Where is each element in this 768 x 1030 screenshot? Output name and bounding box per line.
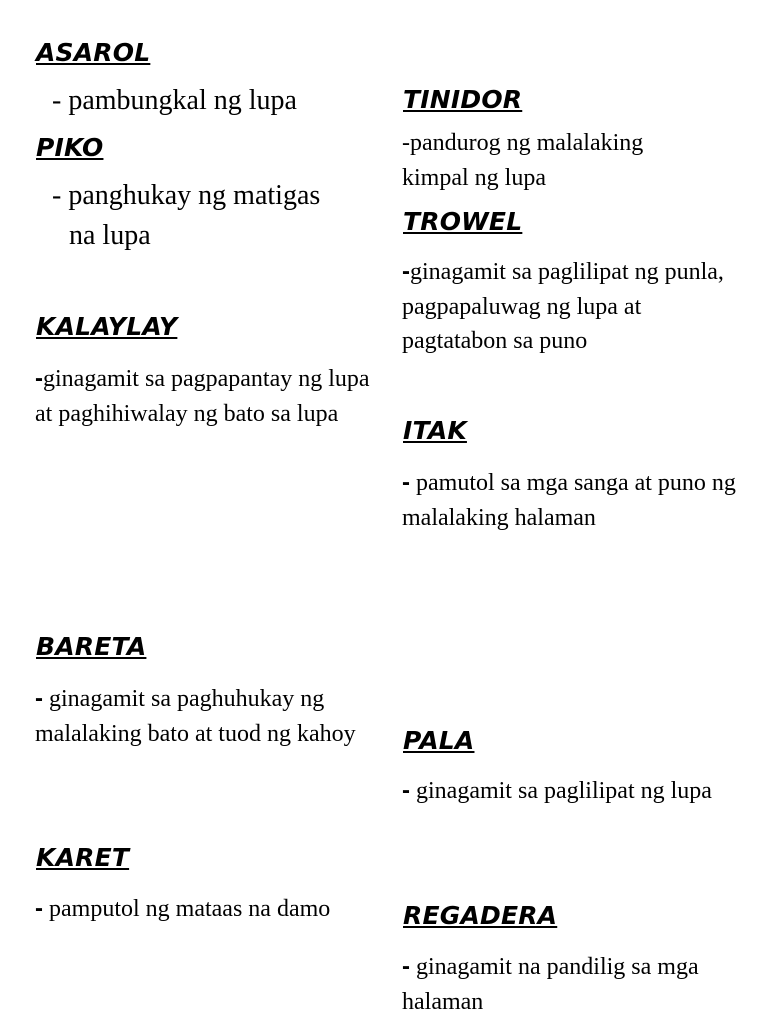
dash: - bbox=[402, 469, 410, 496]
term-regadera: REGADERA bbox=[403, 901, 558, 930]
desc-pala bbox=[402, 774, 722, 809]
dash: - bbox=[402, 953, 410, 980]
desc-asarol: - pambungkal ng lupa bbox=[52, 85, 297, 116]
desc-tinidor: -pandurog ng malalaking kimpal ng lupa bbox=[402, 130, 644, 191]
desc-piko-line2: na lupa bbox=[69, 220, 151, 251]
dash: - bbox=[35, 685, 43, 712]
desc-karet bbox=[35, 892, 335, 927]
desc-karet-text: pamputol ng mataas na damo bbox=[43, 896, 331, 922]
desc-pala-text: ginagamit sa paglilipat ng lupa bbox=[410, 778, 712, 804]
desc-trowel bbox=[402, 255, 737, 359]
term-tinidor: TINIDOR bbox=[403, 85, 523, 114]
term-piko: PIKO bbox=[36, 133, 104, 162]
desc-piko-line1: - panghukay ng matigas bbox=[52, 180, 321, 211]
dash: - bbox=[402, 777, 410, 804]
desc-bareta bbox=[35, 682, 370, 751]
desc-regadera-text: ginagamit na pandilig sa mga halaman bbox=[402, 954, 699, 1015]
desc-itak bbox=[402, 466, 737, 535]
term-karet: KARET bbox=[36, 843, 130, 872]
term-kalaylay: KALAYLAY bbox=[36, 312, 178, 341]
dash: - bbox=[402, 258, 410, 285]
dash: - bbox=[35, 365, 43, 392]
term-itak: ITAK bbox=[403, 416, 467, 445]
desc-bareta-text: ginagamit sa paghuhukay ng malalaking bato at tuod ng kahoy bbox=[35, 686, 356, 747]
term-bareta: BARETA bbox=[36, 632, 147, 661]
desc-kalaylay bbox=[35, 362, 370, 431]
cut-off-heading bbox=[36, 1014, 176, 1030]
desc-piko bbox=[52, 176, 382, 256]
dash: - bbox=[35, 895, 43, 922]
term-asarol: ASAROL bbox=[36, 38, 151, 67]
desc-kalaylay-text: ginagamit sa pagpapantay ng lupa at paghihiwalay ng bato sa lupa bbox=[35, 366, 370, 427]
term-trowel: TROWEL bbox=[403, 207, 523, 236]
desc-trowel-text: ginagamit sa paglilipat ng punla, pagpapaluwag ng lupa at pagtatabon sa puno bbox=[402, 259, 724, 354]
term-pala: PALA bbox=[403, 726, 475, 755]
desc-itak-text: pamutol sa mga sanga at puno ng malalaking halaman bbox=[402, 470, 736, 531]
desc-regadera bbox=[402, 950, 722, 1019]
